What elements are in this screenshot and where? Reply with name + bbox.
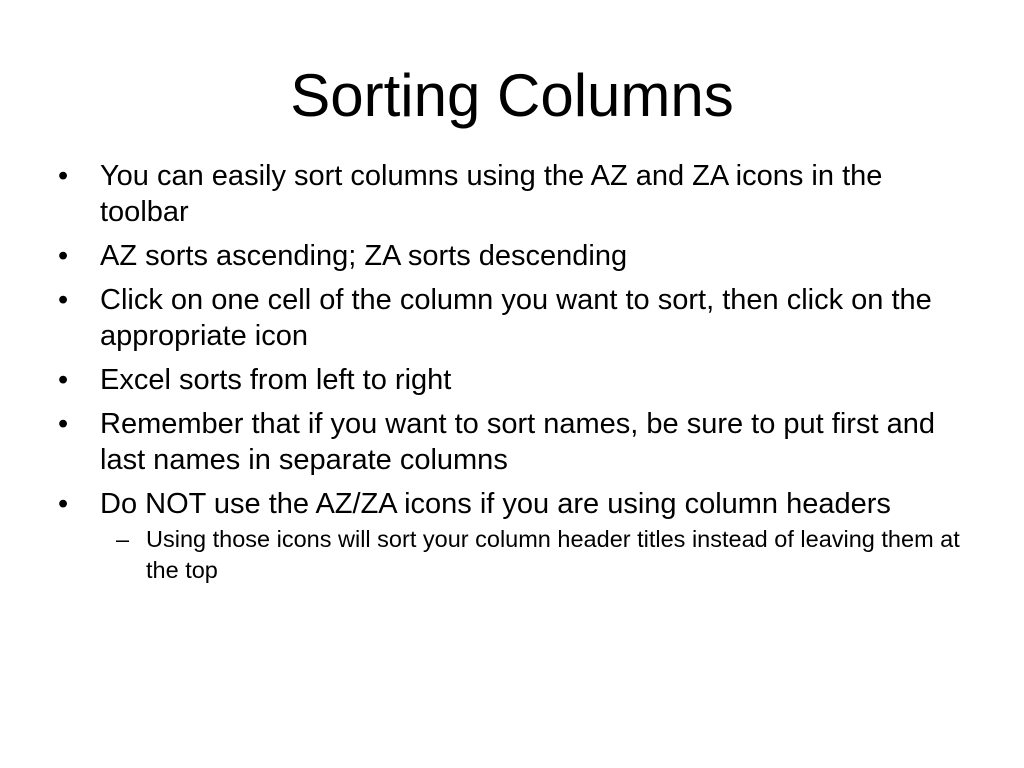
list-item	[56, 158, 976, 230]
bullet-icon: •	[58, 160, 69, 192]
bullet-text: Excel sorts from left to right	[100, 364, 452, 396]
sub-list-item	[100, 524, 976, 586]
bullet-list	[56, 158, 976, 594]
bullet-text: Do NOT use the AZ/ZA icons if you are using column headers	[100, 488, 891, 520]
list-item	[56, 282, 976, 354]
list-item	[56, 486, 976, 586]
sub-bullet-list	[100, 524, 976, 586]
sub-bullet-text: Using those icons will sort your column header titles instead of leaving them at the top	[146, 526, 960, 583]
list-item	[56, 406, 976, 478]
bullet-text: Click on one cell of the column you want to sort, then click on the appropriate icon	[100, 284, 932, 352]
bullet-icon: •	[58, 284, 69, 316]
list-item	[56, 238, 976, 274]
slide-title: Sorting Columns	[290, 62, 734, 129]
bullet-text: Remember that if you want to sort names, be sure to put first and last names in separate columns	[100, 408, 935, 476]
list-item	[56, 362, 976, 398]
bullet-icon: •	[58, 408, 69, 440]
bullet-icon: •	[58, 240, 69, 272]
bullet-text: You can easily sort columns using the AZ and ZA icons in the toolbar	[100, 160, 883, 228]
bullet-text: AZ sorts ascending; ZA sorts descending	[100, 240, 628, 272]
bullet-icon: •	[58, 488, 69, 520]
bullet-icon: •	[58, 364, 69, 396]
dash-icon: –	[116, 526, 130, 552]
